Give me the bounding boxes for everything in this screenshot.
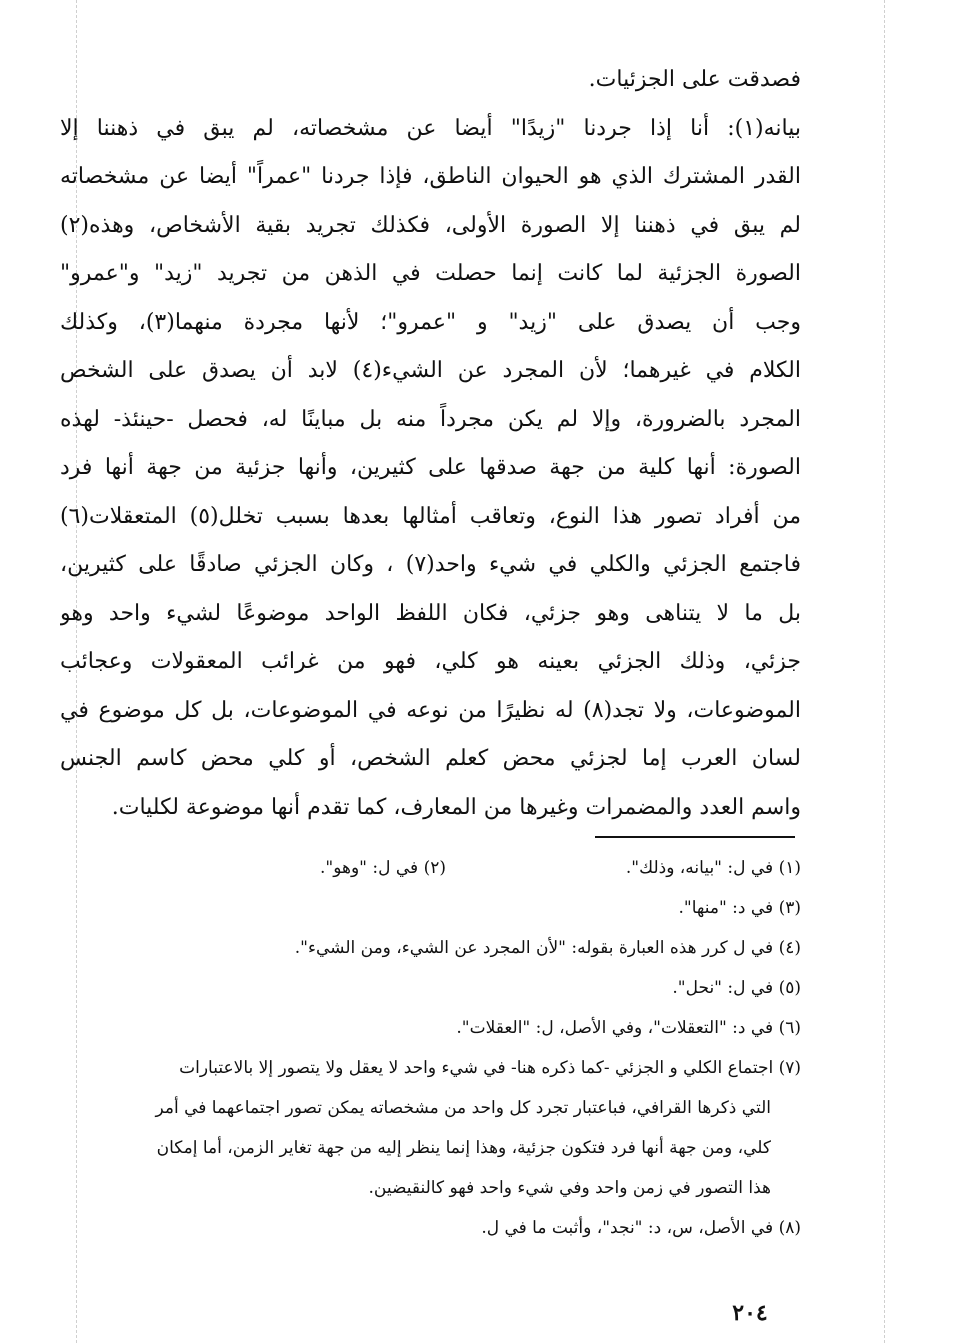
text-line: فاجتمع الجزئي والكلي في شيء واحد(٧) ، وكان الجزئي صادقًا على كثيرين، (60, 552, 801, 577)
footnote-7-continued: هذا التصور في زمن واحد وفي شيء واحد فهو كالنقيضين. (368, 1178, 771, 1198)
footnote-7-continued: التي ذكرها القرافي، فباعتبار تجرد كل واحد من مشخصاته يمكن تصور اجتماعهما في أمر (155, 1098, 771, 1118)
text-line: بيانه(١): أنا إذا جردنا "زيدًا" أيضا عن مشخصاته، لم يبق في ذهننا إلا (60, 115, 801, 141)
page-number: ٢٠٤ (732, 1300, 768, 1326)
text-line: جزئي، وذلك الجزئي بعينه هو كلي، فهو من غرائب المعقولات وعجائب (60, 649, 801, 674)
text-line: الصورة الجزئية لما كانت إنما حصلت في الذهن من تجريد "زيد" و"عمرو" (60, 261, 801, 286)
main-text (60, 56, 801, 832)
text-line: الصورة: أنها كلية من جهة صدقها على كثيرين، وأنها جزئية من جهة أنها فرد (60, 455, 801, 480)
footnote-8: (٨) في الأصل، س، د: "نجد"، وأثبت ما في ل. (481, 1218, 801, 1238)
footnote-3: (٣) في د: "منها". (678, 898, 801, 918)
text-line: واسم العدد والمضمرات وغيرها من المعارف، كما تقدم أنها موضوعة لكليات. (111, 794, 801, 820)
text-line: لسان العرب إما لجزئي محض كعلم الشخص، أو كلي محض كاسم الجنس (60, 746, 801, 771)
footnotes (60, 848, 801, 1248)
text-line: لم يبق في ذهننا إلا الصورة الأولى، فكذلك تجريد بقية الأشخاص، وهذه(٢) (60, 212, 801, 238)
text-line: فصدقت على الجزئيات. (588, 67, 801, 92)
footnote-separator (595, 836, 795, 838)
footnote-row (60, 848, 801, 888)
text-line: بل ما لا يتناهى وهو جزئي، فكان اللفظ الواحد موضوعًا لشيء واحد وهو (60, 600, 801, 626)
footnote-2: (٢) في ل: "وهو". (320, 858, 446, 878)
footnote-4: (٤) في ل كرر هذه العبارة بقوله: "لأن المجرد عن الشيء، ومن الشيء". (294, 938, 801, 958)
footnote-6: (٦) في د: "التعقلات"، وفي الأصل، ل: "العقلات". (456, 1018, 801, 1038)
text-line: الموضوعات، ولا تجد(٨) له نظيرًا من نوعه في الموضوعات، بل كل موضوع في (60, 697, 801, 723)
text-line: الكلام في غيرهما؛ لأن المجرد عن الشيء(٤) لابد أن يصدق على الشخص (60, 358, 801, 383)
footnote-7-continued: كلي، ومن جهة أنها فرد فتكون جزئية، وهذا إنما ينظر إليه من جهة تغاير الزمن، أما إمكان (156, 1138, 771, 1158)
text-line: وجب أن يصدق على "زيد" و "عمرو"؛ لأنها مجردة منهما(٣)، وكذلك (60, 309, 801, 335)
text-line: من أفراد تصور هذا النوع، وتعاقب أمثالها بعدها بسبب تخلل(٥) المتعقلات(٦) (60, 503, 801, 529)
scan-margin-guide (884, 0, 885, 1343)
text-line: المجرد بالضرورة، وإلا لم يكن مجرداً منه بل مباينًا له، فحصل -حينئذ- لهذه (60, 406, 801, 432)
footnote-1: (١) في ل: "بيانه، وذلك". (625, 858, 801, 878)
text-line: القدر المشترك الذي هو الحيوان الناطق، فإذا جردنا "عمراً" أيضا عن مشخصاته (60, 164, 801, 189)
footnote-5: (٥) في ل: "نحل". (672, 978, 801, 998)
footnote-7: (٧) اجتماع الكلي و الجزئي -كما ذكره هنا- في شيء واحد لا يعقل ولا يتصور إلا بالاعتبارات (179, 1058, 801, 1078)
